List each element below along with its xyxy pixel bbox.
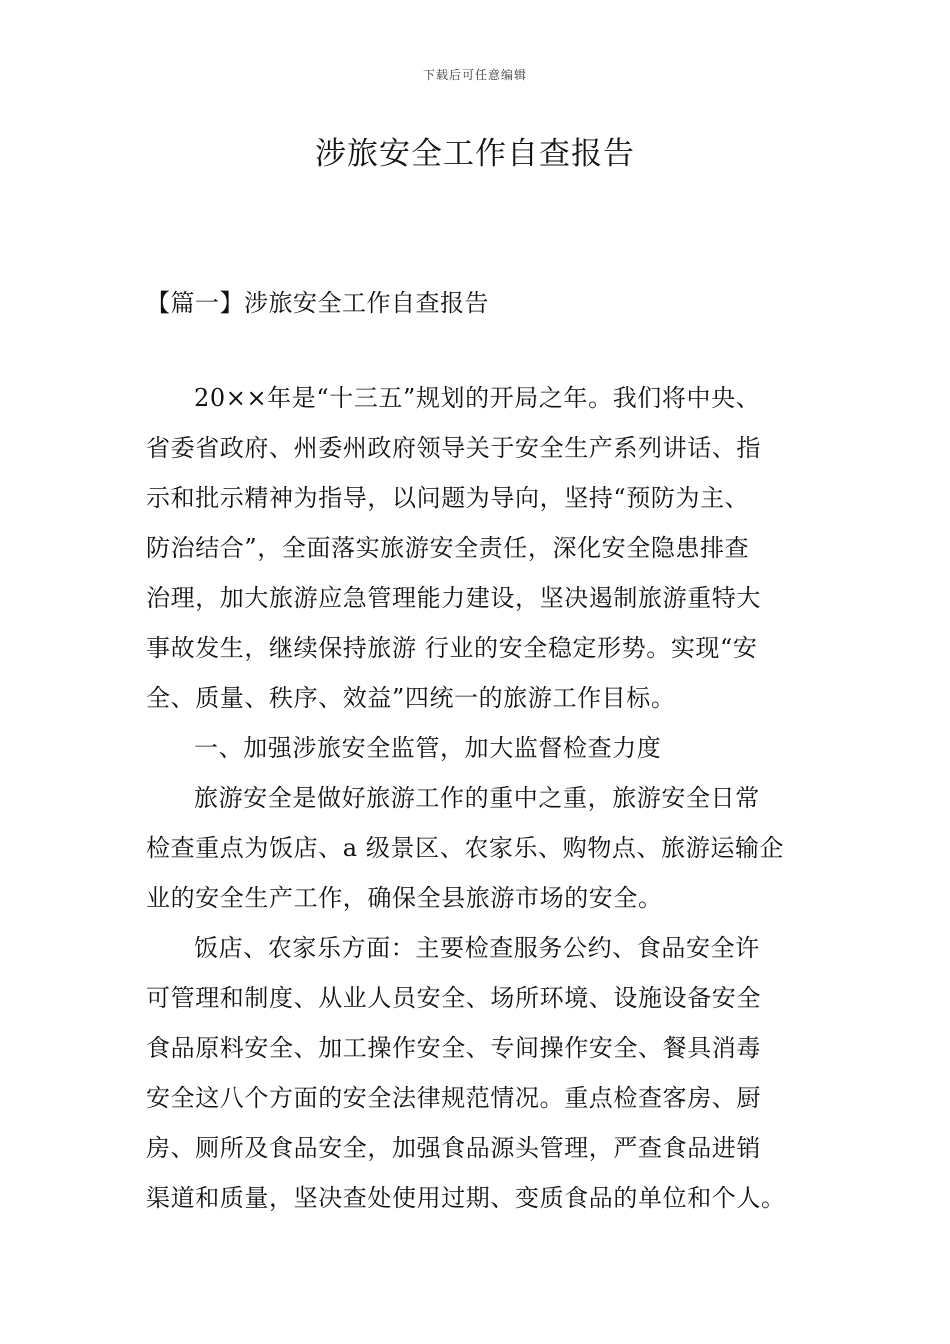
paragraph-line: 事故发生，继续保持旅游 行业的安全稳定形势。实现“安: [146, 634, 758, 662]
document-title: 涉旅安全工作自查报告: [315, 136, 635, 172]
paragraph-line: 防治结合”，全面落实旅游安全责任，深化安全隐患排查: [146, 534, 750, 562]
paragraph-line: 示和批示精神为指导，以问题为导向，坚持“预防为主、: [146, 484, 750, 512]
paragraph-line: 旅游安全是做好旅游工作的重中之重，旅游安全日常: [194, 784, 760, 812]
body-text: [146, 373, 810, 1223]
paragraph-line: 20××年是“十三五”规划的开局之年。我们将中央、: [194, 384, 761, 412]
paragraph-line: 渠道和质量，坚决查处使用过期、变质食品的单位和个人。: [146, 1184, 786, 1212]
section-heading: 【篇一】涉旅安全工作自查报告: [146, 289, 489, 317]
paragraph-line: 房、厕所及食品安全，加强食品源头管理，严查食品进销: [146, 1134, 761, 1162]
paragraph-line: 安全这八个方面的安全法律规范情况。重点检查客房、厨: [146, 1084, 761, 1112]
paragraph-line: 全、质量、秩序、效益”四统一的旅游工作目标。: [146, 684, 676, 712]
subheading-line: 一、加强涉旅安全监管，加大监督检查力度: [194, 734, 662, 762]
paragraph-line: 检查重点为饭店、a 级景区、农家乐、购物点、旅游运输企: [146, 834, 785, 862]
paragraph-line: 业的安全生产工作，确保全县旅游市场的安全。: [146, 884, 663, 912]
paragraph-line: 食品原料安全、加工操作安全、专间操作安全、餐具消毒: [146, 1034, 761, 1062]
paragraph-line: 可管理和制度、从业人员安全、场所环境、设施设备安全: [146, 984, 761, 1012]
paragraph-line: 省委省政府、州委州政府领导关于安全生产系列讲话、指: [146, 434, 761, 462]
header-note: 下载后可任意编辑: [422, 68, 527, 82]
paragraph-line: 治理，加大旅游应急管理能力建设，坚决遏制旅游重特大: [146, 584, 761, 612]
paragraph-line: 饭店、农家乐方面：主要检查服务公约、食品安全许: [194, 934, 760, 962]
